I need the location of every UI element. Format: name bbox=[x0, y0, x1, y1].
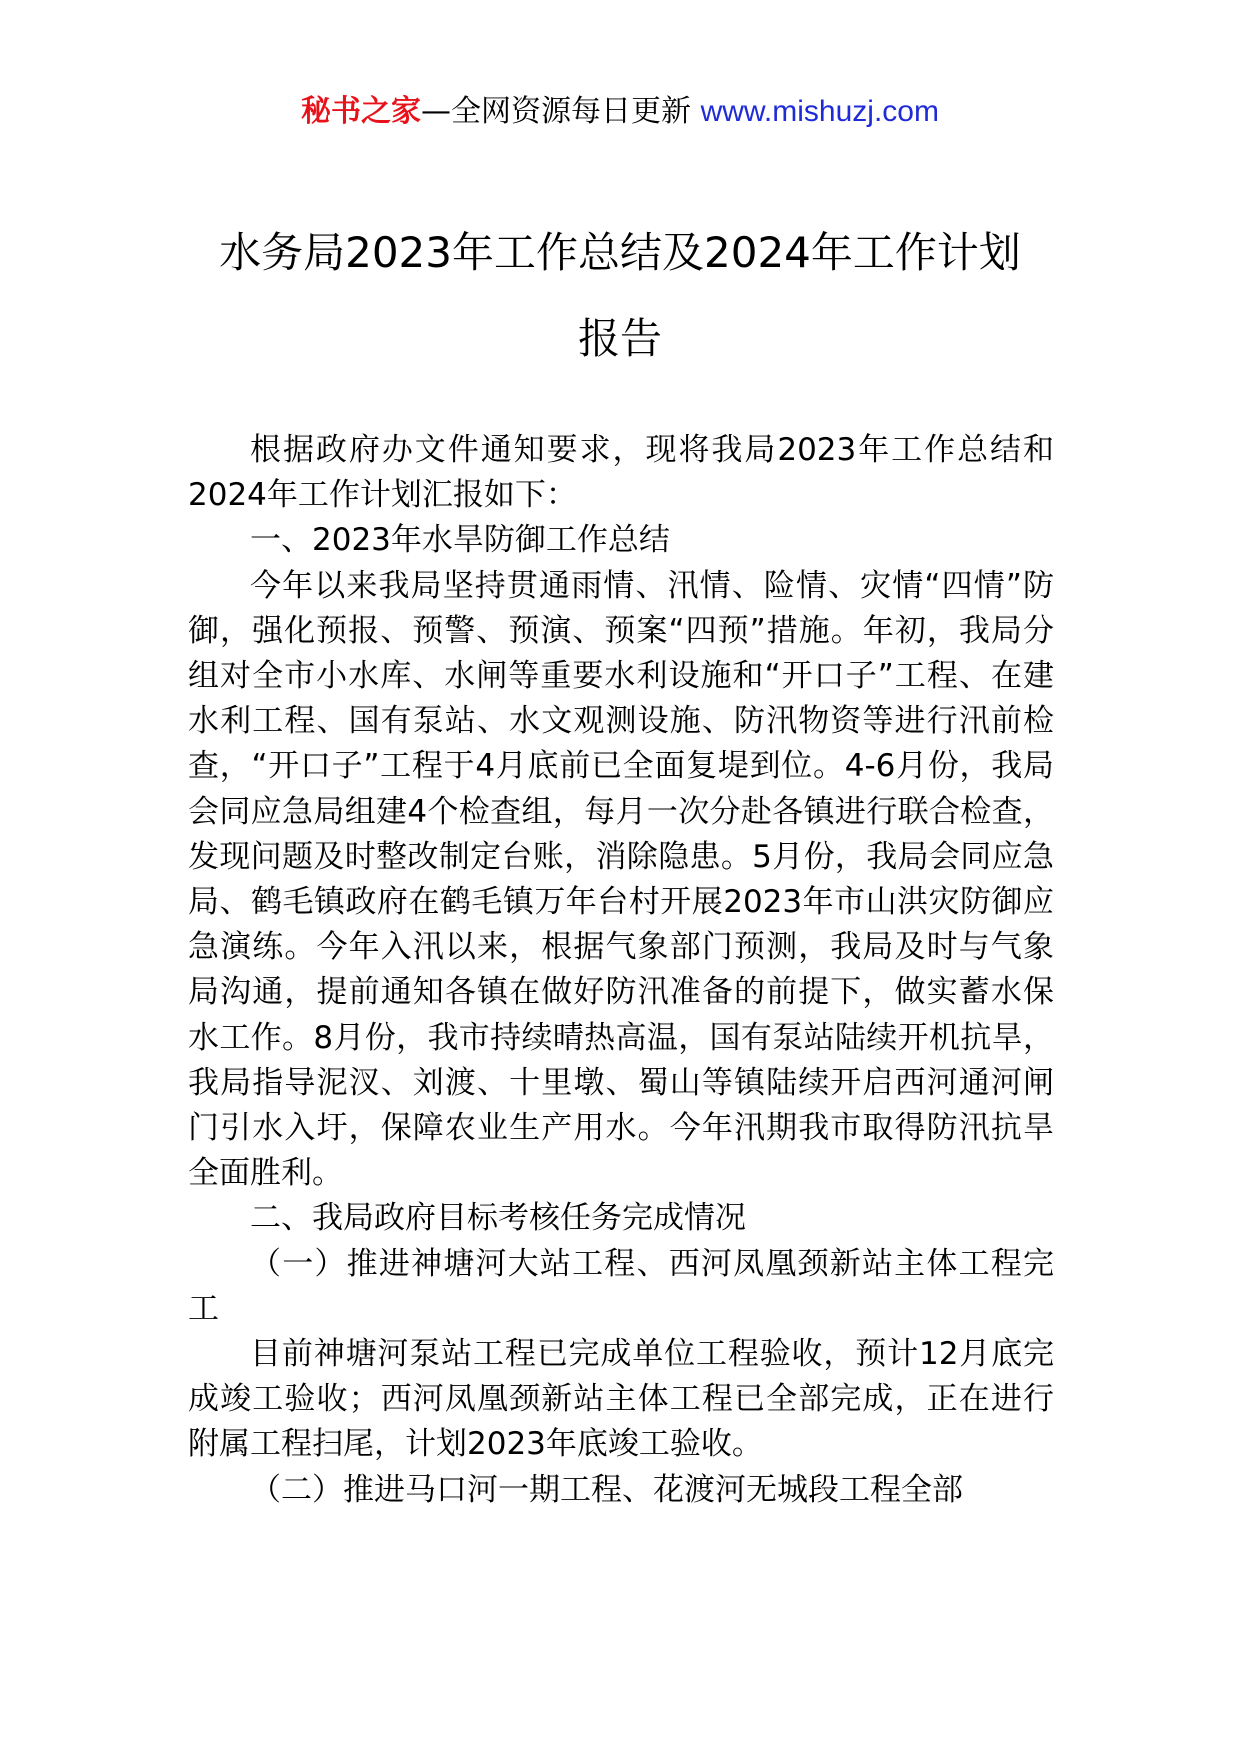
intro-paragraph: 根据政府办文件通知要求，现将我局2023年工作总结和2024年工作计划汇报如下： bbox=[188, 432, 1054, 514]
site-brand-name: 秘书之家 bbox=[301, 94, 422, 129]
document-title-line-2: 报告 bbox=[577, 314, 662, 363]
subsection-heading-1: （一）推进神塘河大站工程、西河凤凰颈新站主体工程完工 bbox=[188, 1245, 1054, 1327]
site-url-link[interactable]: www.mishuzj.com bbox=[700, 95, 939, 128]
section-heading-2: 二、我局政府目标考核任务完成情况 bbox=[250, 1200, 746, 1237]
document-body bbox=[188, 428, 1054, 1513]
subsection-heading-2: （二）推进马口河一期工程、花渡河无城段工程全部 bbox=[250, 1471, 963, 1508]
body-paragraph: 今年以来我局坚持贯通雨情、汛情、险情、灾情“四情”防御，强化预报、预警、预演、预案“四预”措施。年初，我局分组对全市小水库、水闸等重要水利设施和“开口子”工程、在建水利工程、国有泵站、水文观测设施、防汛物资等进行汛前检查，“开口子”工程于4月底前已全面复堤到位。4-6月份，我局会同应急局组建4个检查组，每月一次分赴各镇进行联合检查，发现问题及时整改制定台账，消除隐患。5月份，我局会同应急局、鹤毛镇政府在鹤毛镇万年台村开展2023年市山洪灾防御应急演练。今年入汛以来，根据气象部门预测，我局及时与气象局沟通，提前通知各镇在做好防汛准备的前提下，做实蓄水保水工作。8月份，我市持续晴热高温，国有泵站陆续开机抗旱，我局指导泥汊、刘渡、十里墩、蜀山等镇陆续开启西河通河闸门引水入圩，保障农业生产用水。今年汛期我市取得防汛抗旱全面胜利。 bbox=[188, 567, 1054, 1192]
document-title bbox=[0, 210, 1240, 382]
section-heading-1: 一、2023年水旱防御工作总结 bbox=[250, 522, 670, 559]
site-slogan: —全网资源每日更新 bbox=[421, 94, 692, 129]
body-paragraph: 目前神塘河泵站工程已完成单位工程验收，预计12月底完成竣工验收；西河凤凰颈新站主体工程已全部完成，正在进行附属工程扫尾，计划2023年底竣工验收。 bbox=[188, 1336, 1054, 1463]
document-title-line-1: 水务局2023年工作总结及2024年工作计划 bbox=[219, 228, 1021, 277]
site-banner bbox=[0, 92, 1240, 132]
